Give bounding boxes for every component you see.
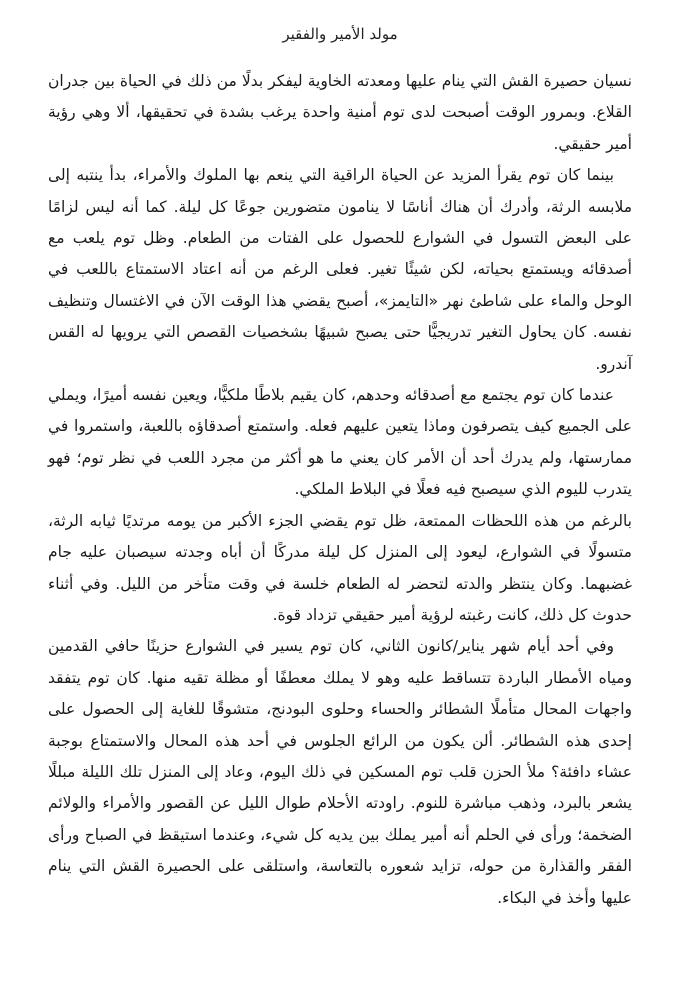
- paragraph-1: نسيان حصيرة القش التي ينام عليها ومعدته الخاوية ليفكر بدلًا من ذلك في الحياة بين جدران القلاع. وبمرور الوقت أصبحت لدى توم أمنية واحدة يرغب بشدة في تحقيقها، ألا وهي رؤية أمير حقيقي.: [48, 72, 632, 153]
- paragraph-2: بينما كان توم يقرأ المزيد عن الحياة الراقية التي ينعم بها الملوك والأمراء، بدأ ينتبه إلى ملابسه الرثة، وأدرك أن هناك أناسًا لا ينامون متضورين جوعًا كل ليلة. كما أنه ليس لزامًا على البعض التسول في الشوارع للحصول على الفتات من الطعام. وظل توم يلعب مع أصدقائه ويستمتع بحياته، لكن شيئًا تغير. فعلى الرغم من أنه اعتاد الاستمتاع باللعب في الوحل والماء على شاطئ نهر «التايمز»، أصبح يقضي هذا الوقت الآن في الاغتسال وتنظيف نفسه. كان يحاول التغير تدريجيًّا حتى يصبح شبيهًا بشخصيات القصص التي يرويها له القس آندرو.: [48, 166, 632, 373]
- body-text: [48, 66, 632, 914]
- running-header-title: مولد الأمير والفقير: [282, 25, 398, 43]
- paragraph-4: بالرغم من هذه اللحظات الممتعة، ظل توم يقضي الجزء الأكبر من يومه مرتديًا ثيابه الرثة، متسولًا في الشوارع، ليعود إلى المنزل كل ليلة مدركًا أن أباه وجدته سيصبان عليه جام غضبهما. وكان ينتظر والدته لتحضر له الطعام خلسة في وقت متأخر من الليل. وفي أثناء حدوث كل ذلك، كانت رغبته لرؤية أمير حقيقي تزداد قوة.: [48, 511, 632, 624]
- paragraph-5: وفي أحد أيام شهر يناير/كانون الثاني، كان توم يسير في الشوارع حزينًا حافي القدمين ومياه الأمطار الباردة تتساقط عليه وهو لا يملك معطفًا أو مظلة تقيه منها. كان توم يتفقد واجهات المحال متأملًا الشطائر والحساء وحلوى البودنج، متشوقًا للغاية إلى الحصول على إحدى هذه الشطائر. ألن يكون من الرائع الجلوس في أحد هذه المحال والاستمتاع بوجبة عشاء دافئة؟ ملأ الحزن قلب توم المسكين في ذلك اليوم، وعاد إلى المنزل تلك الليلة مبللًا يشعر بالبرد، وذهب مباشرة للنوم. راودته الأحلام طوال الليل عن القصور والأمراء والولائم الضخمة؛ ورأى في الحلم أنه أمير يملك بين يديه كل شيء، وعندما استيقظ في الصباح ورأى الفقر والقذارة من حوله، تزايد شعوره بالتعاسة، واستلقى على الحصيرة القش التي ينام عليها وأخذ في البكاء.: [48, 637, 632, 907]
- paragraph-3: عندما كان توم يجتمع مع أصدقائه وحدهم، كان يقيم بلاطًا ملكيًّا، ويعين نفسه أميرًا، ويملي على الجميع كيف يتصرفون وماذا يتعين عليهم فعله. واستمتع أصدقاؤه باللعبة، واستمروا في ممارستها، ولم يدرك أحد أن الأمر كان يعني ما هو أكثر من مجرد اللعب في نظر توم؛ فهو يتدرب لليوم الذي سيصبح فيه فعلًا في البلاط الملكي.: [48, 386, 632, 499]
